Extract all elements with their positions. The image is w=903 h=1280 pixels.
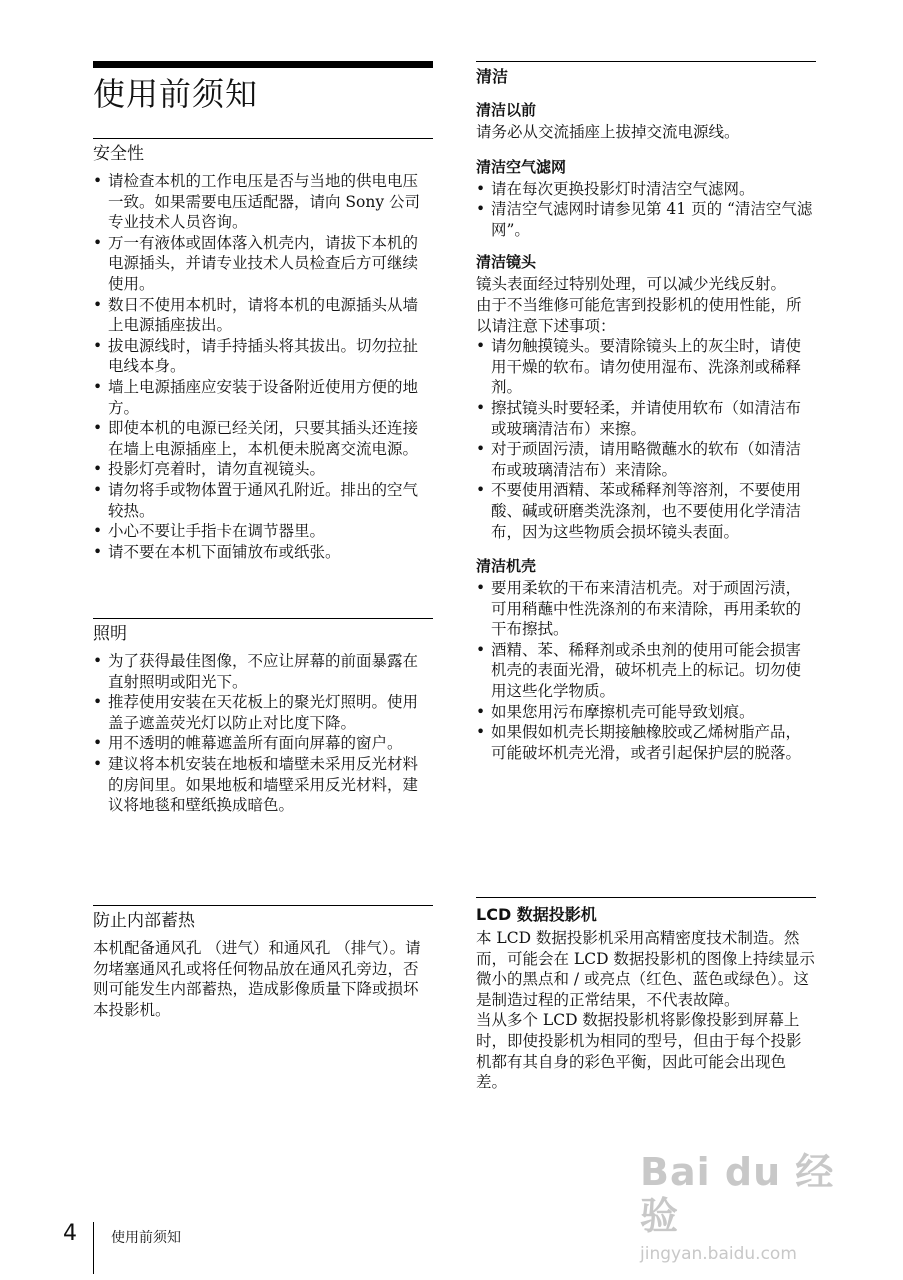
lcd-heading: LCD 数据投影机 xyxy=(476,905,597,924)
watermark-url: jingyan.baidu.com xyxy=(640,1244,797,1264)
footer-label: 使用前须知 xyxy=(111,1230,181,1246)
list-item: • 清洁空气滤网时请参见第 41 页的 “清洁空气滤网”。 xyxy=(476,199,816,240)
list-item: • 为了获得最佳图像，不应让屏幕的前面暴露在直射照明或阳光下。 xyxy=(93,651,433,692)
cleaning-before-text: 请务必从交流插座上拔掉交流电源线。 xyxy=(476,123,740,141)
heat-heading: 防止内部蓄热 xyxy=(93,911,195,931)
page-number: 4 xyxy=(63,1221,77,1246)
list-item: • 拔电源线时，请手持插头将其拔出。切勿拉扯电线本身。 xyxy=(93,336,433,377)
lens-text-1: 镜头表面经过特别处理，可以减少光线反射。 xyxy=(476,275,787,294)
list-item: • 请勿触摸镜头。要清除镜头上的灰尘时，请使用干燥的软布。请勿使用湿布、洗涤剂或稀释剂。 xyxy=(476,336,816,398)
list-item: • 请检查本机的工作电压是否与当地的供电电压一致。如果需要电压适配器，请向 Sony 公司专业技术人员咨询。 xyxy=(93,171,433,233)
list-item: • 投影灯亮着时，请勿直视镜头。 xyxy=(93,459,433,480)
list-item: • 对于顽固污渍，请用略微蘸水的软布（如清洁布或玻璃清洁布）来清除。 xyxy=(476,439,816,480)
cabinet-heading: 清洁机壳 xyxy=(476,557,537,576)
list-item: • 墙上电源插座应安装于设备附近使用方便的地方。 xyxy=(93,377,433,418)
cleaning-before-block xyxy=(476,100,816,143)
list-item: • 请不要在本机下面铺放布或纸张。 xyxy=(93,542,433,563)
watermark-logo: Bai du 经验 xyxy=(640,1150,835,1238)
list-item: • 如果您用污布摩擦机壳可能导致划痕。 xyxy=(476,702,816,723)
heat-section xyxy=(93,905,433,1020)
cleaning-before-heading: 清洁以前 xyxy=(476,101,537,119)
list-item: • 小心不要让手指卡在调节器里。 xyxy=(93,521,433,542)
list-item: • 即使本机的电源已经关闭，只要其插头还连接在墙上电源插座上，本机便未脱离交流电源。 xyxy=(93,418,433,459)
lighting-heading: 照明 xyxy=(93,624,127,644)
lcd-text-2: 当从多个 LCD 数据投影机将影像投影到屏幕上时，即使投影机为相同的型号，但由于每个投影机都有其自身的彩色平衡，因此可能会出现色差。 xyxy=(476,1011,802,1092)
heat-text: 本机配备通风孔 （进气）和通风孔 （排气）。请勿堵塞通风孔或将任何物品放在通风孔旁边，否则可能发生内部蓄热，造成影像质量下降或损坏本投影机。 xyxy=(93,939,421,1019)
safety-list xyxy=(93,171,433,562)
list-item: • 建议将本机安装在地板和墙壁未采用反光材料的房间里。如果地板和墙壁采用反光材料，建议将地毯和壁纸换成暗色。 xyxy=(93,754,433,816)
lens-block xyxy=(476,252,816,542)
list-item: • 擦拭镜头时要轻柔，并请使用软布（如清洁布或玻璃清洁布）来擦。 xyxy=(476,398,816,439)
list-item: • 请在每次更换投影灯时清洁空气滤网。 xyxy=(476,179,816,200)
list-item: • 用不透明的帷幕遮盖所有面向屏幕的窗户。 xyxy=(93,733,433,754)
filter-heading: 清洁空气滤网 xyxy=(476,157,567,176)
lens-heading: 清洁镜头 xyxy=(476,253,537,272)
list-item: • 推荐使用安装在天花板上的聚光灯照明。使用盖子遮盖荧光灯以防止对比度下降。 xyxy=(93,692,433,733)
list-item: • 数日不使用本机时，请将本机的电源插头从墙上电源插座拔出。 xyxy=(93,295,433,336)
footer-divider xyxy=(93,1222,94,1274)
page-title: 使用前须知 xyxy=(93,75,259,113)
lighting-list xyxy=(93,651,433,816)
lcd-text-1: 本 LCD 数据投影机采用高精密度技术制造。然而，可能会在 LCD 数据投影机的图像上持续显示微小的黑点和 / 或亮点（红色、蓝色或绿色）。这是制造过程的正常结果，不代表故障。 xyxy=(476,929,815,1009)
filter-block xyxy=(476,157,816,241)
list-item: • 酒精、苯、稀释剂或杀虫剂的使用可能会损害机壳的表面光滑，破坏机壳上的标记。切勿使用这些化学物质。 xyxy=(476,640,816,702)
safety-heading: 安全性 xyxy=(93,144,144,164)
cabinet-block xyxy=(476,556,816,763)
lighting-section xyxy=(93,618,433,816)
cabinet-list xyxy=(476,578,816,763)
title-bar xyxy=(93,61,433,68)
safety-section xyxy=(93,138,433,562)
cleaning-heading: 清洁 xyxy=(476,67,509,86)
filter-list xyxy=(476,179,816,241)
list-item: • 请勿将手或物体置于通风孔附近。排出的空气较热。 xyxy=(93,480,433,521)
lens-list xyxy=(476,336,816,542)
list-item: • 不要使用酒精、苯或稀释剂等溶剂，不要使用酸、碱或研磨类洗涤剂，也不要使用化学清洁布，因为这些物质会损坏镜头表面。 xyxy=(476,480,816,542)
list-item: • 如果假如机壳长期接触橡胶或乙烯树脂产品，可能破坏机壳光滑，或者引起保护层的脱落。 xyxy=(476,722,816,763)
lens-text-2: 由于不当维修可能危害到投影机的使用性能，所以请注意下述事项： xyxy=(476,295,802,335)
list-item: • 要用柔软的干布来清洁机壳。对于顽固污渍，可用稍蘸中性洗涤剂的布来清除，再用柔软的干布擦拭。 xyxy=(476,578,816,640)
lcd-section xyxy=(476,897,816,1093)
cleaning-section xyxy=(476,61,816,763)
baidu-watermark xyxy=(640,1150,860,1264)
list-item: • 万一有液体或固体落入机壳内，请拔下本机的电源插头，并请专业技术人员检查后方可继续使用。 xyxy=(93,233,433,295)
